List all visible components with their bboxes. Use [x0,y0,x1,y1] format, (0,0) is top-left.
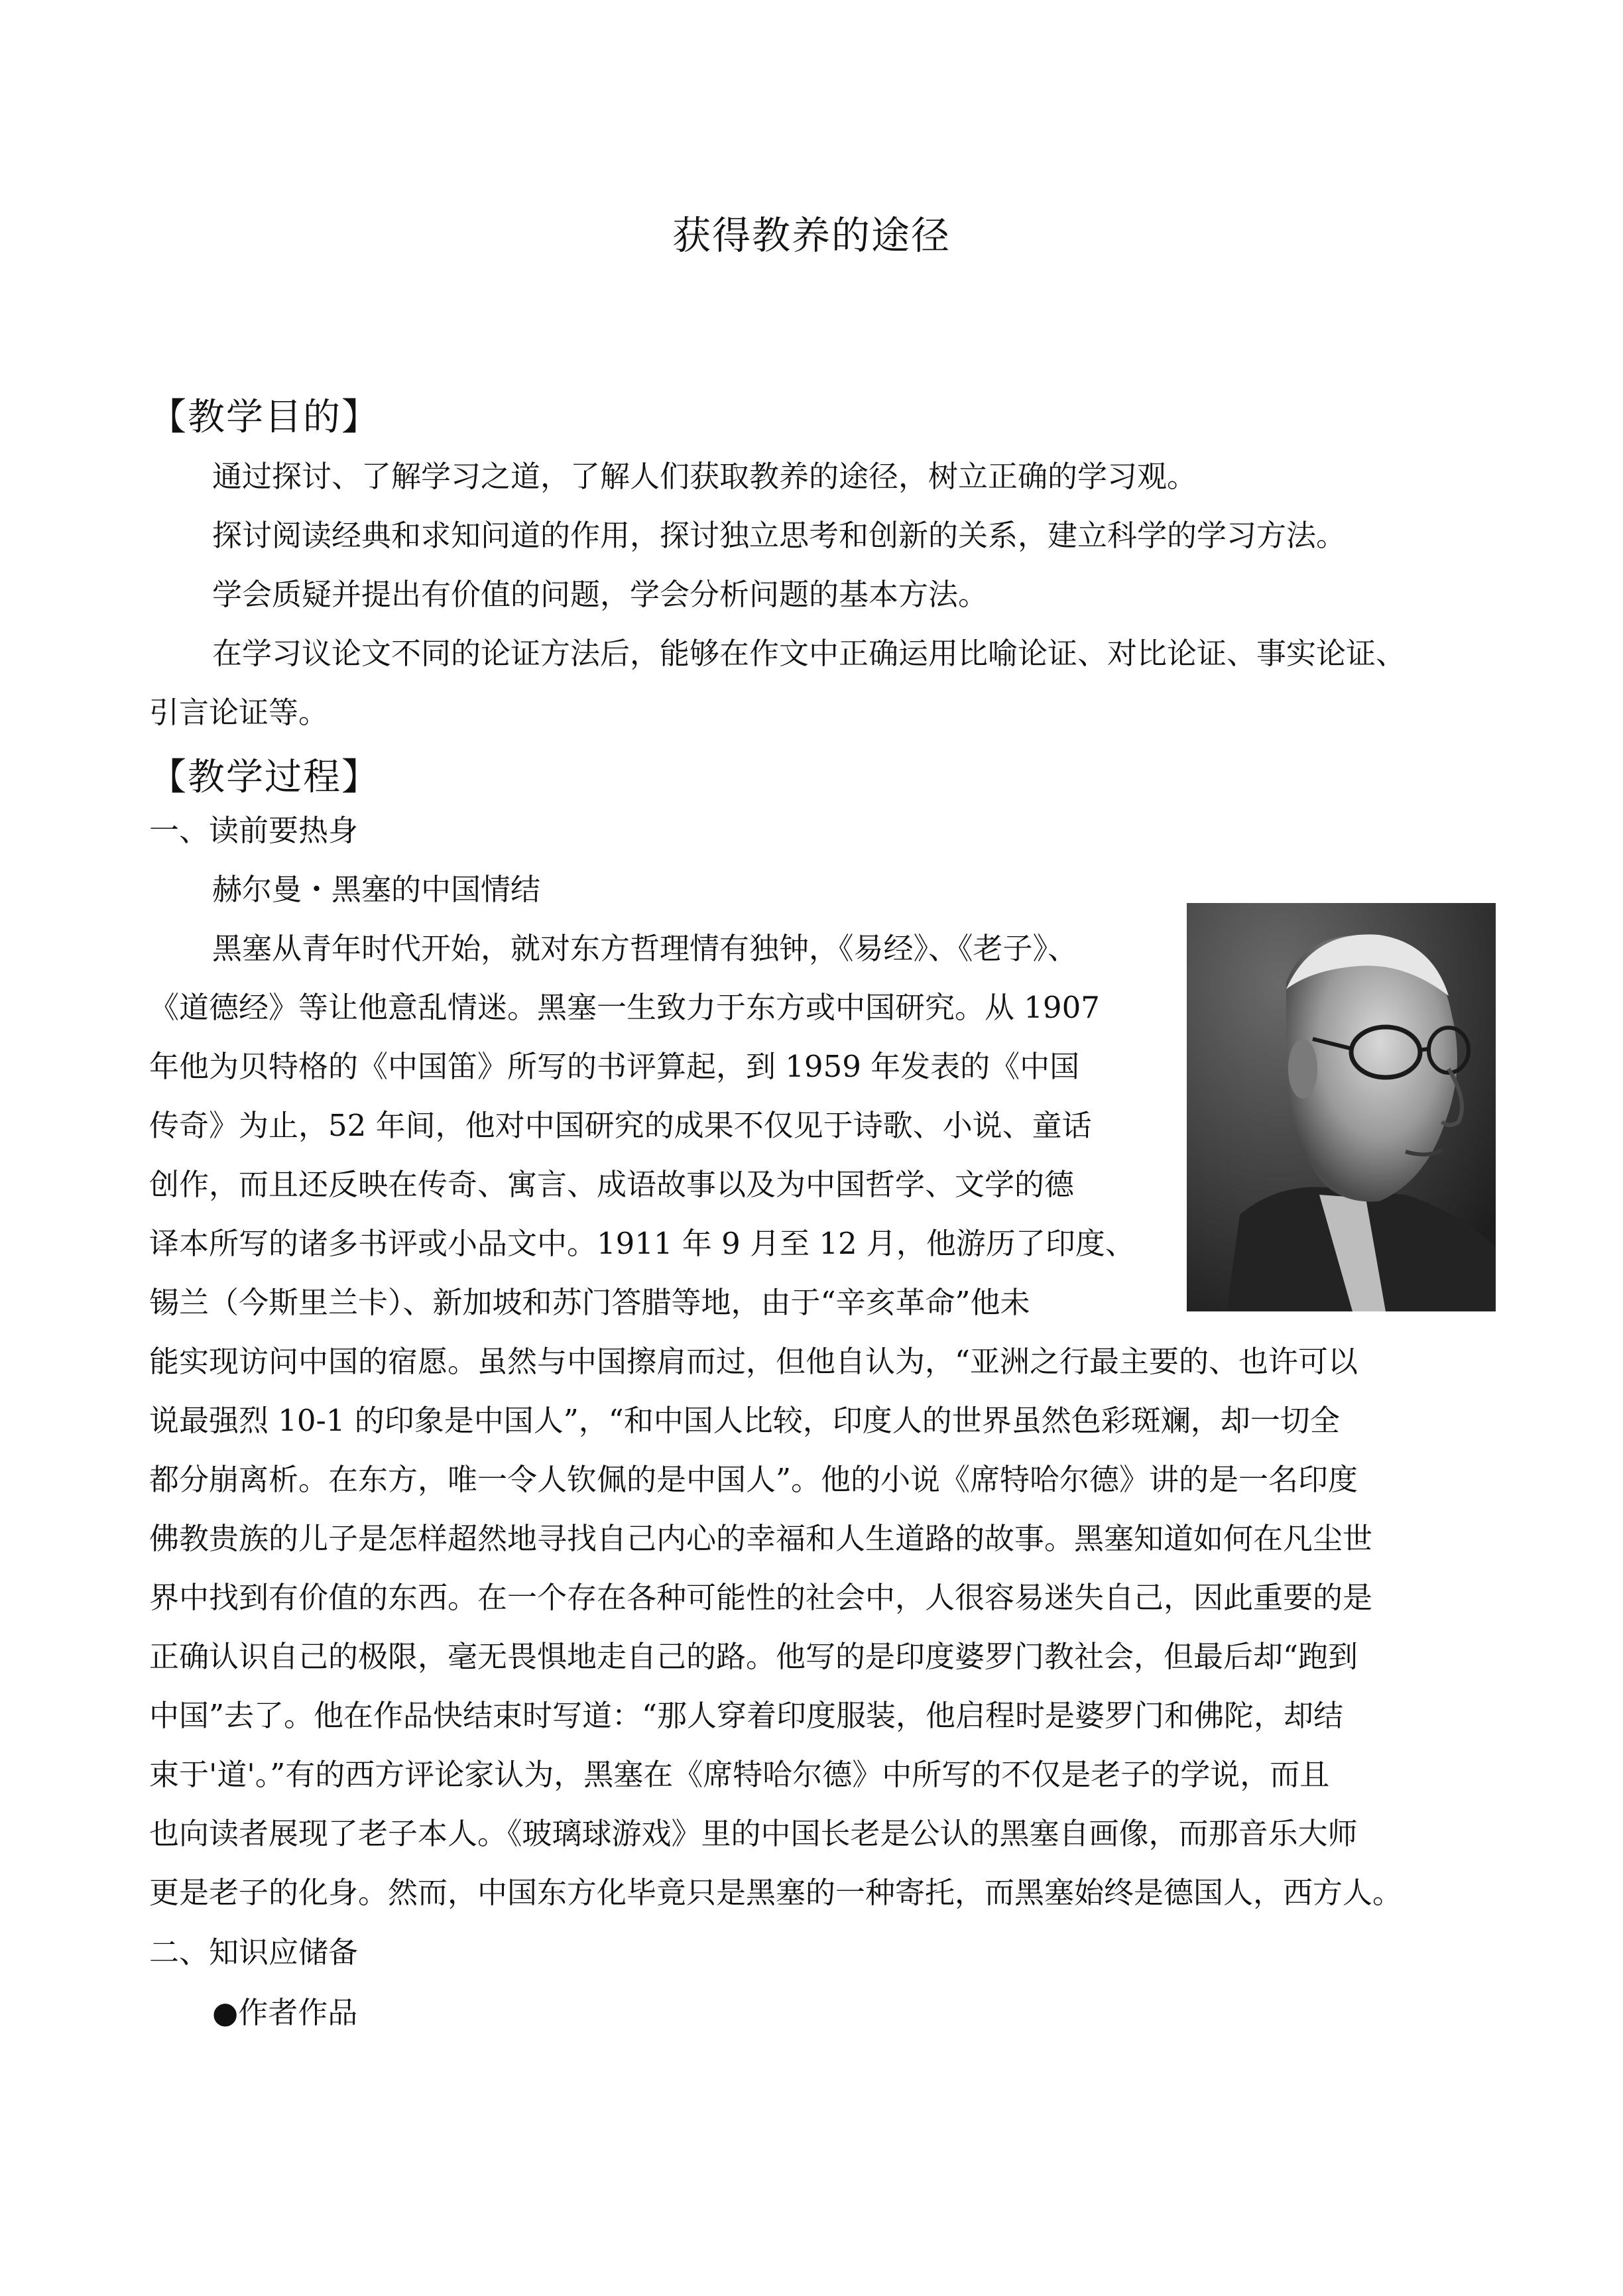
paragraph-line: 也向读者展现了老子本人。《玻璃球游戏》里的中国长老是公认的黑塞自画像，而那音乐大师 [149,1816,1358,1851]
page-title: 获得教养的途径 [672,213,951,258]
part1-subheading: 赫尔曼・黑塞的中国情结 [212,872,541,907]
part1-heading: 一、读前要热身 [149,813,359,848]
paragraph-line: 能实现访问中国的宿愿。虽然与中国擦肩而过，但他自认为，“亚洲之行最主要的、也许可以 [149,1344,1358,1379]
paragraph-line: 创作，而且还反映在传奇、寓言、成语故事以及为中国哲学、文学的德 [149,1167,1075,1202]
paragraph-line: 译本所写的诸多书评或小品文中。1911 年 9 月至 12 月，他游历了印度、 [149,1226,1135,1261]
paragraph-line: 年他为贝特格的《中国笛》所写的书评算起，到 1959 年发表的《中国 [149,1049,1080,1084]
paragraph-line: 正确认识自己的极限，毫无畏惧地走自己的路。他写的是印度婆罗门教社会，但最后却“跑到 [149,1639,1358,1674]
goals-heading: 【教学目的】 [149,396,380,439]
goal-item-2: 探讨阅读经典和求知问道的作用，探讨独立思考和创新的关系，建立科学的学习方法。 [212,518,1347,553]
goal-item-4: 在学习议论文不同的论证方法后，能够在作文中正确运用比喻论证、对比论证、事实论证、 [212,636,1406,671]
paragraph-line: 黑塞从青年时代开始，就对东方哲理情有独钟，《易经》、《老子》、 [212,931,1078,966]
goal-item-1: 通过探讨、了解学习之道，了解人们获取教养的途径，树立正确的学习观。 [212,459,1197,494]
author-works-bullet: ●作者作品 [212,1995,358,2030]
paragraph-line: 说最强烈 10-1 的印象是中国人”，“和中国人比较，印度人的世界虽然色彩斑斓，却一切全 [149,1403,1340,1438]
process-heading: 【教学过程】 [149,756,380,799]
paragraph-line: 界中找到有价值的东西。在一个存在各种可能性的社会中，人很容易迷失自己，因此重要的是 [149,1580,1373,1615]
paragraph-line: 中国”去了。他在作品快结束时写道：“那人穿着印度服装，他启程时是婆罗门和佛陀，却结 [149,1698,1344,1733]
paragraph-line: 束于'道'。”有的西方评论家认为，黑塞在《席特哈尔德》中所写的不仅是老子的学说，而且 [149,1757,1330,1792]
hesse-paragraph [149,931,1475,2074]
paragraph-line: 《道德经》等让他意乱情迷。黑塞一生致力于东方或中国研究。从 1907 [149,990,1100,1025]
paragraph-line: 更是老子的化身。然而，中国东方化毕竟只是黑塞的一种寄托，而黑塞始终是德国人，西方人。 [149,1875,1403,1910]
paragraph-line: 都分崩离析。在东方，唯一令人钦佩的是中国人”。他的小说《席特哈尔德》讲的是一名印度 [149,1462,1358,1497]
paragraph-line: 锡兰（今斯里兰卡）、新加坡和苏门答腊等地，由于“辛亥革命”他未 [149,1285,1030,1320]
goal-item-3: 学会质疑并提出有价值的问题，学会分析问题的基本方法。 [212,577,989,612]
part2-heading: 二、知识应储备 [149,1935,359,1970]
paragraph-line: 佛教贵族的儿子是怎样超然地寻找自己内心的幸福和人生道路的故事。黑塞知道如何在凡尘世 [149,1521,1373,1556]
paragraph-line: 传奇》为止，52 年间，他对中国研究的成果不仅见于诗歌、小说、童话 [149,1108,1092,1143]
goal-item-4-cont: 引言论证等。 [149,695,329,730]
